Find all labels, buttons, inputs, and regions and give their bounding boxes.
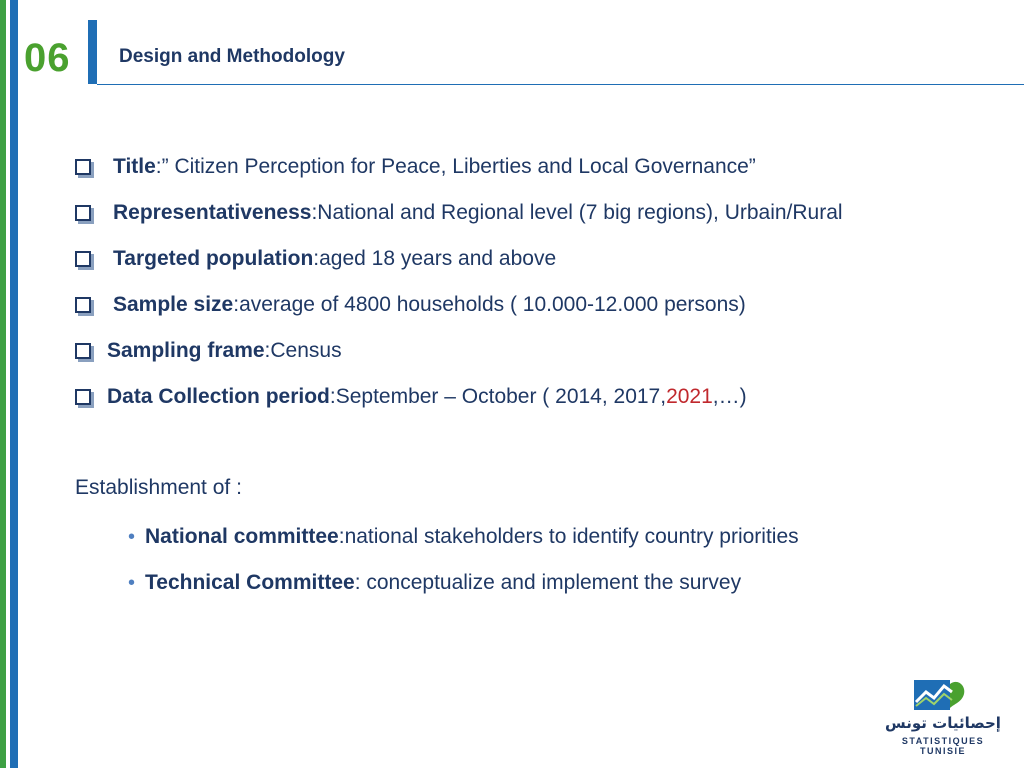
left-accent-bar-blue: [10, 0, 18, 768]
logo-arabic-text: إحصائيات تونس: [885, 714, 1001, 732]
sub-item-national-committee: [128, 522, 799, 552]
sub-item-label: National committee: [145, 525, 339, 548]
statistiques-tunisie-logo: [878, 674, 1008, 754]
bullet-separator: :: [233, 293, 240, 316]
bullet-separator: :: [311, 201, 318, 224]
sub-item-text: :national stakeholders to identify country priorities: [338, 525, 799, 548]
bullet-text: National and Regional level (7 big regions), Urbain/Rural: [317, 201, 843, 224]
bullet-dot-icon: •: [128, 525, 136, 548]
checkbox-bullet-icon: [75, 205, 91, 221]
bullet-text: aged 18 years and above: [319, 247, 557, 270]
bullet-text: average of 4800 households ( 10.000-12.000 persons): [239, 293, 746, 316]
establishment-heading: Establishment of :: [75, 476, 242, 499]
sub-item-text: : conceptualize and implement the survey: [354, 571, 742, 594]
bullet-representativeness: [75, 198, 843, 228]
bullet-data-collection-period: [75, 382, 747, 412]
bullet-tail: ,…): [712, 385, 747, 408]
sub-item-technical-committee: [128, 568, 741, 598]
bullet-text: Census: [270, 339, 342, 362]
highlight-year: 2021: [666, 385, 713, 408]
bullet-label: Data Collection period: [107, 385, 330, 408]
bullet-label: Targeted population: [113, 247, 314, 270]
checkbox-bullet-icon: [75, 159, 91, 175]
checkbox-bullet-icon: [75, 251, 91, 267]
header-rule: [97, 84, 1024, 85]
bullet-label: Sampling frame: [107, 339, 265, 362]
bullet-separator: :: [329, 385, 336, 408]
bullet-sample-size: [75, 290, 746, 320]
checkbox-bullet-icon: [75, 343, 91, 359]
bullet-text: ” Citizen Perception for Peace, Liberties and Local Governance”: [161, 155, 756, 178]
bullet-label: Title: [113, 155, 156, 178]
left-accent-bar-green: [0, 0, 6, 768]
checkbox-bullet-icon: [75, 297, 91, 313]
sub-item-label: Technical Committee: [145, 571, 355, 594]
checkbox-bullet-icon: [75, 389, 91, 405]
bullet-label: Sample size: [113, 293, 234, 316]
logo-french-text: STATISTIQUES TUNISIE: [901, 736, 985, 756]
bullet-separator: :: [155, 155, 162, 178]
slide-number: 06: [24, 36, 71, 80]
bullet-title: [75, 152, 756, 182]
bullet-dot-icon: •: [128, 571, 136, 594]
logo-chart-icon: [878, 674, 1008, 716]
bullet-separator: :: [264, 339, 271, 362]
bullet-text: September – October ( 2014, 2017,: [335, 385, 667, 408]
bullet-label: Representativeness: [113, 201, 312, 224]
header-divider: [88, 20, 97, 84]
slide-title: Design and Methodology: [119, 46, 345, 67]
bullet-separator: :: [313, 247, 320, 270]
bullet-sampling-frame: [75, 336, 342, 366]
bullet-targeted-population: [75, 244, 556, 274]
